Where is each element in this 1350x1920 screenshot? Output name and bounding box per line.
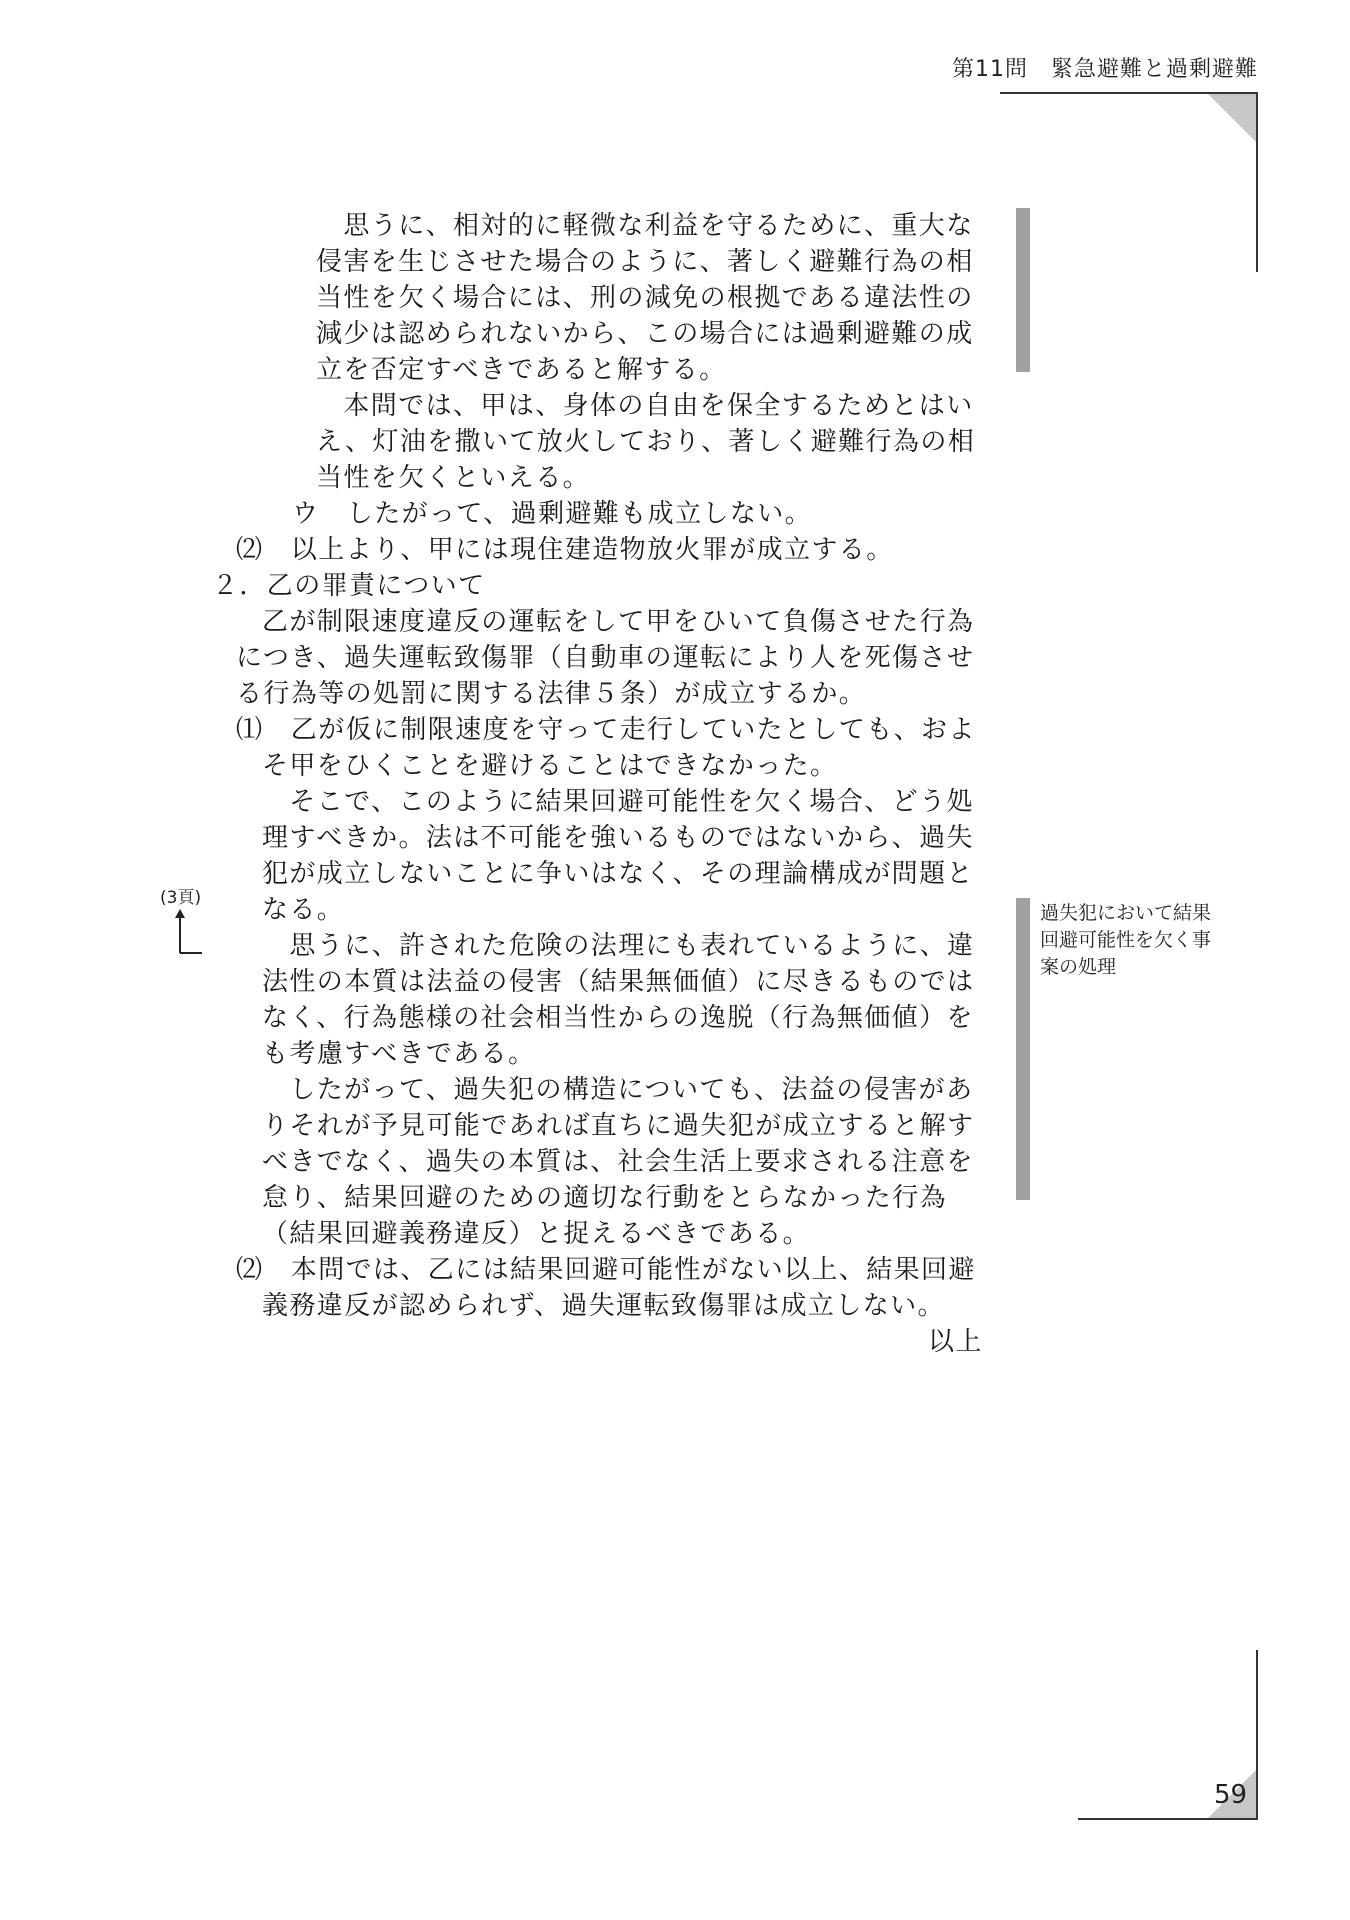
body-line: そ甲をひくことを避けることはできなかった。	[262, 751, 838, 781]
margin-note	[1040, 900, 1260, 981]
body-line: りそれが予見可能であれば直ちに過失犯が成立すると解す	[262, 1111, 975, 1141]
page-number: 59	[1214, 1780, 1248, 1810]
margin-note-line: 回避可能性を欠く事	[1040, 929, 1212, 951]
body-line: につき、過失運転致傷罪（自動車の運転により人を死傷させ	[236, 643, 975, 673]
body-line: 思うに、相対的に軽微な利益を守るために、重大な	[316, 211, 974, 241]
up-arrow-icon	[172, 905, 206, 957]
body-line: なる。	[262, 895, 345, 925]
margin-note-line: 過失犯において結果	[1040, 902, 1212, 924]
page-header-title: 第11問 緊急避難と過剰避難	[952, 57, 1258, 82]
page-reference-label: (3頁)	[160, 888, 202, 908]
footer-vertical-rule	[1256, 1650, 1258, 1820]
body-line: 侵害を生じさせた場合のように、著しく避難行為の相	[316, 247, 974, 277]
body-line: え、灯油を撒いて放火しており、著しく避難行為の相	[316, 427, 976, 457]
body-line: 当性を欠く場合には、刑の減免の根拠である違法性の	[316, 283, 974, 313]
sidebar-bar-bottom	[1016, 898, 1030, 1200]
body-line: 犯が成立しないことに争いはなく、その理論構成が問題と	[262, 859, 974, 889]
body-line: 理すべきか。法は不可能を強いるものではないから、過失	[262, 823, 974, 853]
closing-word: 以上	[928, 1327, 983, 1357]
body-line: なく、行為態様の社会相当性からの逸脱（行為無価値）を	[262, 1003, 974, 1033]
body-line: 減少は認められないから、この場合には過剰避難の成	[316, 319, 974, 349]
section-heading: ２．乙の罪責について	[212, 571, 486, 601]
footer-rule	[1078, 1818, 1258, 1820]
body-line: 義務違反が認められず、過失運転致傷罪は成立しない。	[262, 1291, 945, 1321]
body-line: 法性の本質は法益の侵害（結果無価値）に尽きるものでは	[262, 967, 975, 997]
body-line: 当性を欠くといえる。	[316, 463, 591, 493]
body-line: ⑴ 乙が仮に制限速度を守って走行していたとしても、およ	[236, 715, 976, 745]
body-line: したがって、過失犯の構造についても、法益の侵害があ	[262, 1075, 974, 1105]
body-line: そこで、このように結果回避可能性を欠く場合、どう処	[262, 787, 974, 817]
body-line: ウ したがって、過剰避難も成立しない。	[292, 499, 813, 529]
sidebar-bar-top	[1016, 208, 1030, 372]
body-line: も考慮すべきである。	[262, 1039, 536, 1069]
header-vertical-rule	[1256, 92, 1258, 272]
body-line: 乙が制限速度違反の運転をして甲をひいて負傷させた行為	[262, 607, 975, 637]
corner-triangle-top	[1208, 94, 1256, 142]
body-line: 立を否定すべきであると解する。	[316, 355, 727, 385]
body-line: ⑵ 以上より、甲には現住建造物放火罪が成立する。	[236, 535, 894, 565]
body-line: る行為等の処罰に関する法律５条）が成立するか。	[236, 679, 867, 709]
body-line: べきでなく、過失の本質は、社会生活上要求される注意を	[262, 1147, 974, 1177]
body-line: （結果回避義務違反）と捉えるべきである。	[262, 1219, 811, 1249]
body-line: 怠り、結果回避のための適切な行動をとらなかった行為	[262, 1183, 948, 1213]
margin-note-line: 案の処理	[1040, 956, 1117, 978]
body-line: 思うに、許された危険の法理にも表れているように、違	[262, 931, 975, 961]
body-line: ⑵ 本問では、乙には結果回避可能性がない以上、結果回避	[236, 1255, 976, 1285]
body-line: 本問では、甲は、身体の自由を保全するためとはい	[316, 391, 974, 421]
